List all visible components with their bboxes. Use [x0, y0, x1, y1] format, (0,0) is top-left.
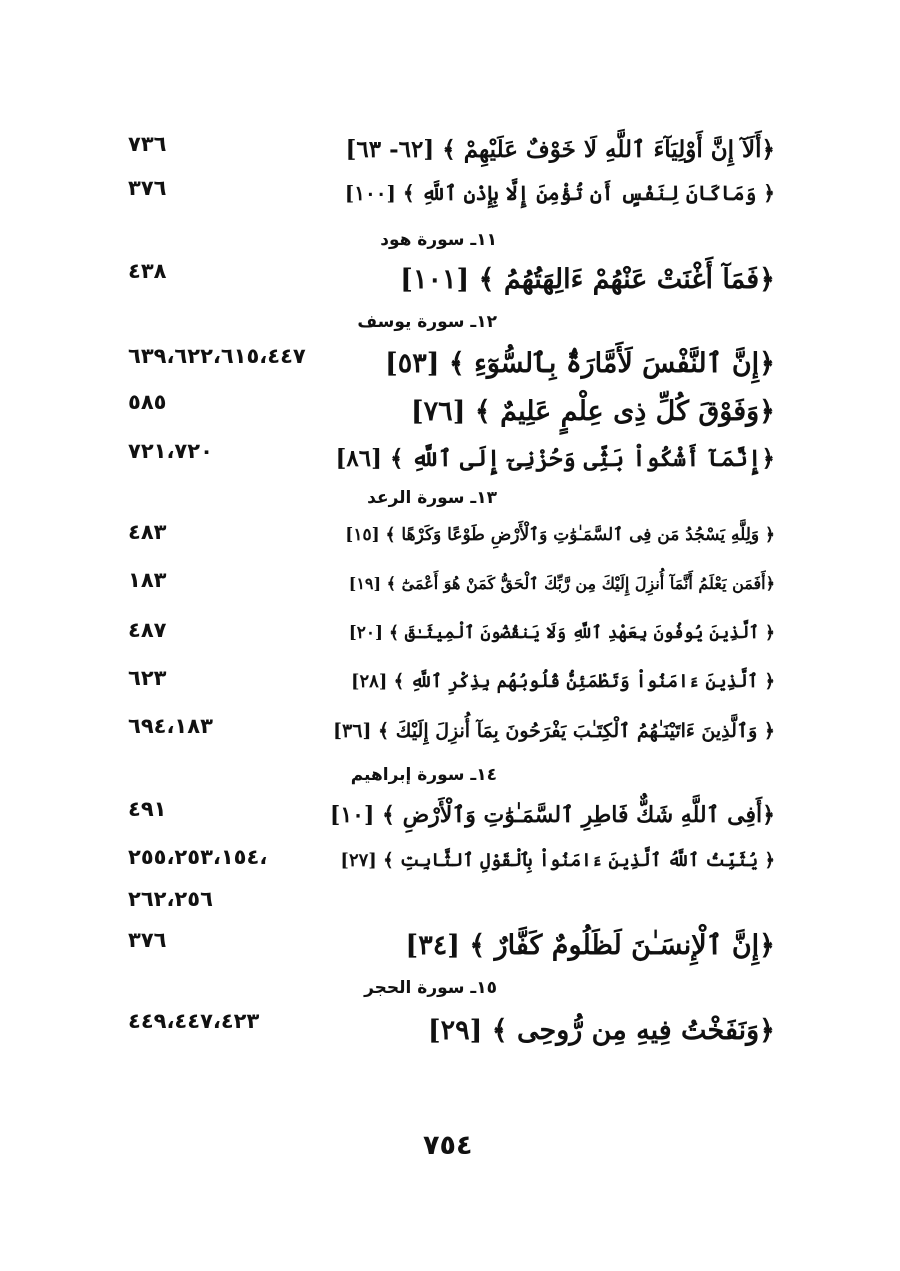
page-references: ١٨٣	[128, 568, 167, 592]
surah-heading: ١١ـ سورة هود	[380, 230, 497, 250]
page-references: ٧٣٦	[128, 132, 167, 156]
verse-entry: ﴿ وَٱلَّذِينَ ءَاتَيْنَـٰهُمُ ٱلْكِتَـٰبَ يَفْرَحُونَ بِمَآ أُنزِلَ إِلَيْكَ ﴾ [٣٦]	[333, 720, 775, 742]
page-references: ٧٢١،٧٢٠	[128, 439, 213, 463]
verse-entry: ﴿إِنَّ ٱلنَّفْسَ لَأَمَّارَةٌۢ بِٱلسُّوٓءِ ﴾ [٥٣]	[384, 348, 775, 379]
verse-entry: ﴿ يُثَبِّتُ ٱللَّهُ ٱلَّذِينَ ءَامَنُواْ بِٱلْقَوْلِ ٱلثَّابِتِ ﴾ [٢٧]	[340, 850, 775, 871]
page-references: ٤٤٩،٤٤٧،٤٢٣	[128, 1009, 260, 1033]
page-references: ٦٣٩،٦٢٢،٦١٥،٤٤٧	[128, 344, 306, 368]
page-references: ٦٩٤،١٨٣	[128, 714, 213, 738]
page-references: ٤٣٨	[128, 259, 167, 283]
surah-heading: ١٥ـ سورة الحجر	[364, 978, 497, 998]
verse-entry: ﴿ ٱلَّذِينَ يُوفُونَ بِعَهْدِ ٱللَّهِ وَلَا يَنقُضُونَ ٱلْمِيثَـٰقَ ﴾ [٢٠]	[348, 623, 775, 643]
verse-entry: ﴿فَمَآ أَغْنَتْ عَنْهُمْ ءَالِهَتُهُمُ ﴾ [١٠١]	[400, 264, 775, 295]
surah-heading: ١٢ـ سورة يوسف	[357, 312, 497, 332]
verse-entry: ﴿إِنَّ ٱلْإِنسَـٰنَ لَظَلُومٌ كَفَّارٌ ﴾ [٣٤]	[405, 930, 775, 961]
verse-entry: ﴿ ٱلَّذِينَ ءَامَنُواْ وَتَطْمَئِنُّ قُلُوبُهُم بِذِكْرِ ٱللَّهِ ﴾ [٢٨]	[350, 671, 775, 692]
verse-entry: ﴿أَفِى ٱللَّهِ شَكٌّ فَاطِرِ ٱلسَّمَـٰوَٰتِ وَٱلْأَرْضِ ﴾ [١٠]	[329, 802, 775, 828]
surah-heading: ١٤ـ سورة إبراهيم	[350, 765, 497, 785]
verse-entry: ﴿ وَمَاكَانَ لِنَفْسٍ أَن تُؤْمِنَ إِلَّا بِإِذْنِ ٱللَّهِ ﴾ [١٠٠]	[344, 181, 775, 205]
verse-entry: ﴿وَنَفَخْتُ فِيهِ مِن رُّوحِى ﴾ [٢٩]	[427, 1015, 775, 1046]
page-references: ٣٧٦	[128, 176, 167, 200]
verse-entry: ﴿ وَلِلَّهِ يَسْجُدُ مَن فِى ٱلسَّمَـٰوَٰتِ وَٱلْأَرْضِ طَوْعًا وَكَرْهًا ﴾ [١٥]	[345, 525, 775, 545]
page-references: ٦٢٣	[128, 666, 167, 690]
surah-heading: ١٣ـ سورة الرعد	[367, 488, 497, 508]
page-references: ٤٩١	[128, 797, 167, 821]
verse-entry: ﴿أَلَآ إِنَّ أَوْلِيَآءَ ٱللَّهِ لَا خَوْفٌ عَلَيْهِمْ ﴾ [٦٢- ٦٣]	[345, 136, 775, 163]
page-references: ٣٧٦	[128, 928, 167, 952]
page-references: ٤٨٣	[128, 520, 167, 544]
verse-entry: ﴿أَفَمَن يَعْلَمُ أَنَّمَآ أُنزِلَ إِلَيْكَ مِن رَّبِّكَ ٱلْحَقُّ كَمَنْ هُوَ أَعْمَىٰٓ ﴾ [١٩]	[348, 574, 775, 593]
verse-entry: ﴿وَفَوْقَ كُلِّ ذِى عِلْمٍ عَلِيمٌ ﴾ [٧٦]	[410, 396, 775, 427]
verse-entry: ﴿إِنَّمَآ أَشْكُواْ بَثِّى وَحُزْنِىٓ إِلَى ٱللَّهِ ﴾ [٨٦]	[335, 445, 775, 472]
page-references-continued: ٢٦٢،٢٥٦	[128, 887, 213, 911]
page-references: ٤٨٧	[128, 618, 167, 642]
page-references: ٥٨٥	[128, 390, 167, 414]
page-number: ٧٥٤	[423, 1130, 473, 1161]
page-references: ،٢٥٥،٢٥٣،١٥٤	[128, 845, 268, 869]
